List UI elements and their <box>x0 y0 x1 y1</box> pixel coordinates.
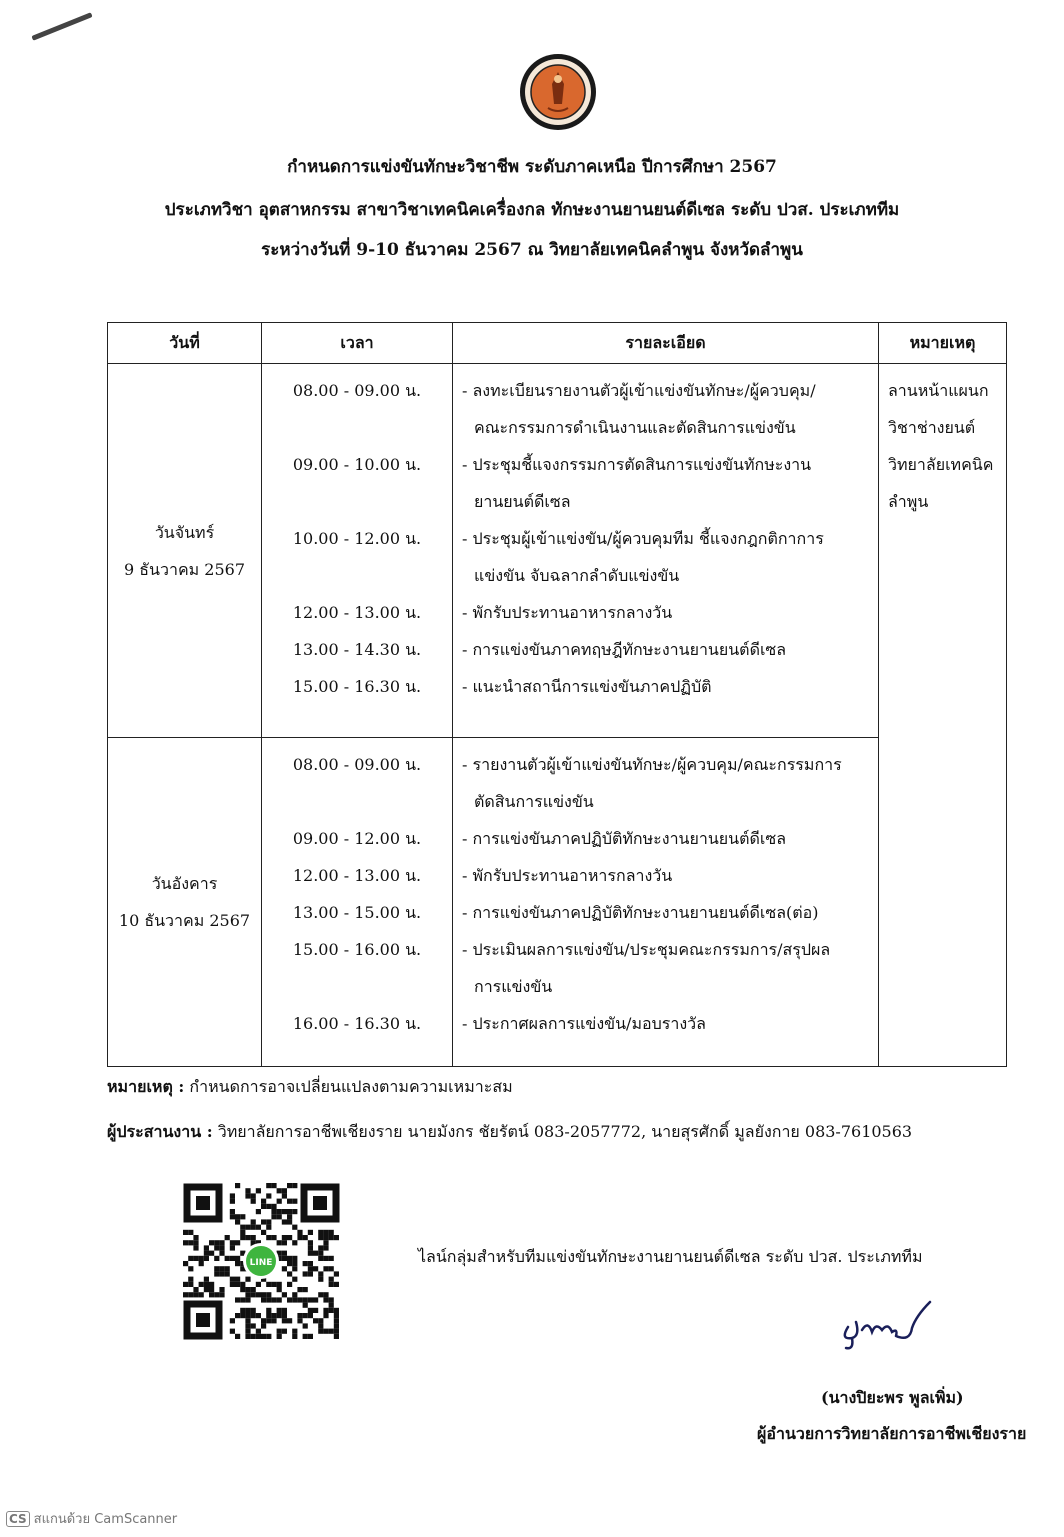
scanner-watermark <box>6 1508 177 1529</box>
time-slot: 12.00 - 13.00 น. <box>292 866 422 885</box>
line-logo-icon: LINE <box>249 1258 273 1268</box>
detail-line: ตัดสินการแข่งขัน <box>474 792 594 811</box>
detail-line: - ประชุมชี้แจงกรรมการตัดสินการแข่งขันทักษะงาน <box>462 455 812 474</box>
header-date: วันที่ <box>108 323 262 364</box>
header-remark: หมายเหตุ <box>879 323 1007 364</box>
document-date-venue: ระหว่างวันที่ 9-10 ธันวาคม 2567 ณ วิทยาลัยเทคนิคลำพูน จังหวัดลำพูน <box>261 240 803 260</box>
remark-label: หมายเหตุ : <box>107 1077 185 1096</box>
time-cell <box>262 738 453 1067</box>
time-slot: 09.00 - 10.00 น. <box>292 455 422 474</box>
pen-mark <box>31 12 92 41</box>
time-slot: 08.00 - 09.00 น. <box>292 755 422 774</box>
detail-line: - ลงทะเบียนรายงานตัวผู้เข้าแข่งขันทักษะ/ผู้ควบคุม/ <box>462 381 816 400</box>
detail-line: แข่งขัน จับฉลากลำดับแข่งขัน <box>474 566 680 585</box>
day-date: 10 ธันวาคม 2567 <box>118 911 251 930</box>
coordinator-label: ผู้ประสานงาน : <box>107 1122 213 1141</box>
header-details: รายละเอียด <box>453 323 879 364</box>
time-cell <box>262 364 453 738</box>
signatory-position: ผู้อำนวยการวิทยาลัยการอาชีพเชียงราย <box>757 1424 1027 1443</box>
detail-line: - การแข่งขันภาคปฏิบัติทักษะงานยานยนต์ดีเซล(ต่อ) <box>462 903 819 922</box>
day-cell <box>108 738 262 1067</box>
coordinator-text: วิทยาลัยการอาชีพเชียงราย นายมังกร ชัยรัตน์ 083-2057772, นายสุรศักดิ์ มูลยังกาย 083-7610563 <box>212 1122 913 1141</box>
detail-line: - พักรับประทานอาหารกลางวัน <box>462 866 673 885</box>
time-slot: 13.00 - 15.00 น. <box>292 903 422 922</box>
coordinator-note <box>107 1120 912 1145</box>
schedule-table <box>107 322 1007 1067</box>
camscanner-icon: CS <box>6 1511 30 1527</box>
remark-note <box>107 1075 513 1100</box>
remark-line: ลำพูน <box>888 492 929 511</box>
detail-line: - แนะนำสถานีการแข่งขันภาคปฏิบัติ <box>462 677 712 696</box>
day-date: 9 ธันวาคม 2567 <box>124 559 245 579</box>
table-row <box>108 738 1007 1067</box>
remark-cell <box>879 364 1007 1067</box>
time-slot: 13.00 - 14.30 น. <box>292 640 422 659</box>
scanner-text: สแกนด้วย CamScanner <box>33 1512 178 1527</box>
details-cell <box>453 364 879 738</box>
details-cell <box>453 738 879 1067</box>
remark-line: วิชาช่างยนต์ <box>888 418 976 437</box>
day-name: วันจันทร์ <box>154 522 215 542</box>
line-group-qr-code[interactable] <box>183 1183 340 1340</box>
time-slot: 08.00 - 09.00 น. <box>292 381 422 400</box>
detail-line: - ประชุมผู้เข้าแข่งขัน/ผู้ควบคุมทีม ชี้แจงกฎกติกาการ <box>462 529 824 548</box>
table-header-row <box>108 323 1007 364</box>
line-group-caption: ไลน์กลุ่มสำหรับทีมแข่งขันทักษะงานยานยนต์ดีเซล ระดับ ปวส. ประเภททีม <box>418 1247 923 1266</box>
time-slot: 15.00 - 16.30 น. <box>292 677 422 696</box>
day-name: วันอังคาร <box>151 874 218 893</box>
detail-line: - ประเมินผลการแข่งขัน/ประชุมคณะกรรมการ/สรุปผล <box>462 940 831 959</box>
detail-line: คณะกรรมการดำเนินงานและตัดสินการแข่งขัน <box>474 418 796 437</box>
detail-line: ยานยนต์ดีเซล <box>474 492 571 511</box>
time-slot: 09.00 - 12.00 น. <box>292 829 422 848</box>
remark-line: ลานหน้าแผนก <box>888 381 989 400</box>
school-seal-icon <box>518 52 598 132</box>
table-row <box>108 364 1007 738</box>
detail-line: - การแข่งขันภาคทฤษฎีทักษะงานยานยนต์ดีเซล <box>462 640 787 659</box>
detail-line: การแข่งขัน <box>474 977 553 996</box>
remark-line: วิทยาลัยเทคนิค <box>888 455 994 474</box>
signatory-name: (นางปิยะพร พูลเพิ่ม) <box>821 1388 964 1407</box>
time-slot: 10.00 - 12.00 น. <box>292 529 422 548</box>
remark-text: กำหนดการอาจเปลี่ยนแปลงตามความเหมาะสม <box>184 1077 513 1096</box>
detail-line: - ประกาศผลการแข่งขัน/มอบรางวัล <box>462 1014 706 1033</box>
time-slot: 15.00 - 16.00 น. <box>292 940 422 959</box>
time-slot: 12.00 - 13.00 น. <box>292 603 422 622</box>
document-subtitle: ประเภทวิชา อุตสาหกรรม สาขาวิชาเทคนิคเครื่องกล ทักษะงานยานยนต์ดีเซล ระดับ ปวส. ประเภททีม <box>164 200 900 220</box>
detail-line: - พักรับประทานอาหารกลางวัน <box>462 603 673 622</box>
document-title: กำหนดการแข่งขันทักษะวิชาชีพ ระดับภาคเหนือ ปีการศึกษา 2567 <box>287 157 777 177</box>
header-time: เวลา <box>262 323 453 364</box>
detail-line: - การแข่งขันภาคปฏิบัติทักษะงานยานยนต์ดีเซล <box>462 829 787 848</box>
day-cell <box>108 364 262 738</box>
detail-line: - รายงานตัวผู้เข้าแข่งขันทักษะ/ผู้ควบคุม/คณะกรรมการ <box>462 755 842 774</box>
time-slot: 16.00 - 16.30 น. <box>292 1014 422 1033</box>
director-signature <box>838 1292 938 1352</box>
